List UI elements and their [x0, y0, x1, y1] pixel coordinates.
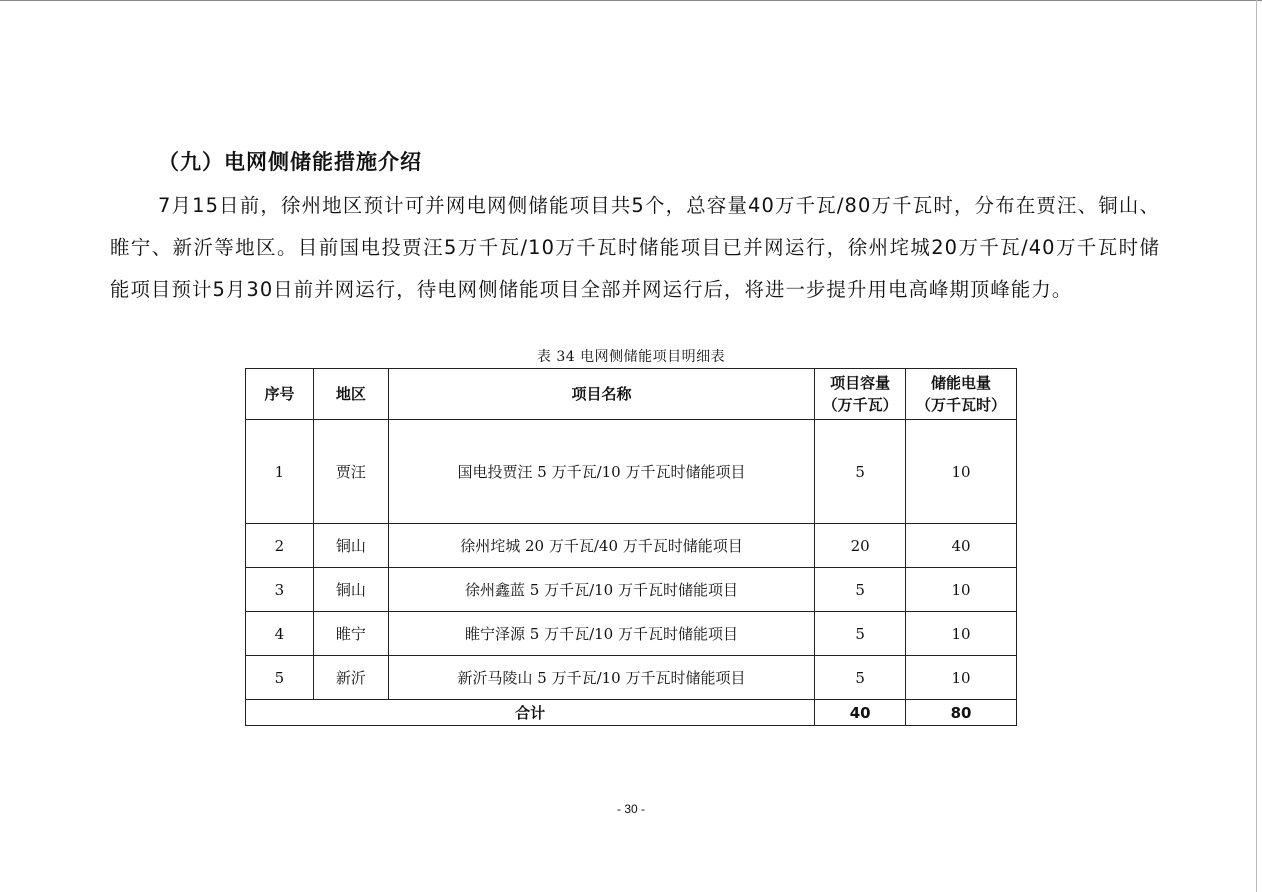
header-capacity [815, 369, 906, 420]
cell-name: 新沂马陵山 5 万千瓦/10 万千瓦时储能项目 [388, 656, 814, 700]
cell-region: 铜山 [313, 524, 388, 568]
cell-capacity: 5 [815, 656, 906, 700]
cell-region: 贾汪 [313, 420, 388, 524]
cell-name: 睢宁泽源 5 万千瓦/10 万千瓦时储能项目 [388, 612, 814, 656]
cell-no: 5 [246, 656, 314, 700]
header-no: 序号 [246, 369, 314, 420]
cell-region: 新沂 [313, 656, 388, 700]
table-row [246, 656, 1017, 700]
page-right-border [1256, 0, 1257, 892]
cell-capacity: 5 [815, 568, 906, 612]
section-paragraph: 7月15日前，徐州地区预计可并网电网侧储能项目共5个，总容量40万千瓦/80万千瓦时，分布在贾汪、铜山、睢宁、新沂等地区。目前国电投贾汪5万千瓦/10万千瓦时储能项目已并网运行，徐州垞城20万千瓦/40万千瓦时储能项目预计5月30日前并网运行，待电网侧储能项目全部并网运行后，将进一步提升用电高峰期顶峰能力。 [110, 194, 1160, 301]
cell-energy: 10 [906, 612, 1017, 656]
cell-energy: 10 [906, 656, 1017, 700]
storage-project-table [245, 368, 1017, 726]
total-label: 合计 [246, 700, 815, 726]
table-header-row [246, 369, 1017, 420]
page-number: - 30 - [616, 802, 645, 816]
header-capacity-line2: （万千瓦） [822, 396, 898, 414]
cell-name: 徐州鑫蓝 5 万千瓦/10 万千瓦时储能项目 [388, 568, 814, 612]
cell-no: 3 [246, 568, 314, 612]
cell-no: 4 [246, 612, 314, 656]
cell-energy: 10 [906, 568, 1017, 612]
section-heading: （九）电网侧储能措施介绍 [158, 150, 422, 174]
cell-energy: 40 [906, 524, 1017, 568]
header-energy-line2: （万千瓦时） [916, 396, 1007, 414]
cell-energy: 10 [906, 420, 1017, 524]
total-capacity: 40 [815, 700, 906, 726]
header-energy-line1: 储能电量 [931, 374, 992, 392]
table-row [246, 612, 1017, 656]
cell-no: 2 [246, 524, 314, 568]
table-row [246, 568, 1017, 612]
cell-capacity: 5 [815, 420, 906, 524]
cell-capacity: 20 [815, 524, 906, 568]
cell-no: 1 [246, 420, 314, 524]
header-region: 地区 [313, 369, 388, 420]
cell-name: 国电投贾汪 5 万千瓦/10 万千瓦时储能项目 [388, 420, 814, 524]
table-total-row [246, 700, 1017, 726]
cell-name: 徐州垞城 20 万千瓦/40 万千瓦时储能项目 [388, 524, 814, 568]
header-capacity-line1: 项目容量 [830, 374, 891, 392]
table-row [246, 524, 1017, 568]
cell-capacity: 5 [815, 612, 906, 656]
header-energy [906, 369, 1017, 420]
header-name: 项目名称 [388, 369, 814, 420]
table-row [246, 420, 1017, 524]
page-top-border [0, 0, 1262, 1]
table-caption: 表 34 电网侧储能项目明细表 [536, 349, 726, 365]
cell-region: 睢宁 [313, 612, 388, 656]
total-energy: 80 [906, 700, 1017, 726]
cell-region: 铜山 [313, 568, 388, 612]
